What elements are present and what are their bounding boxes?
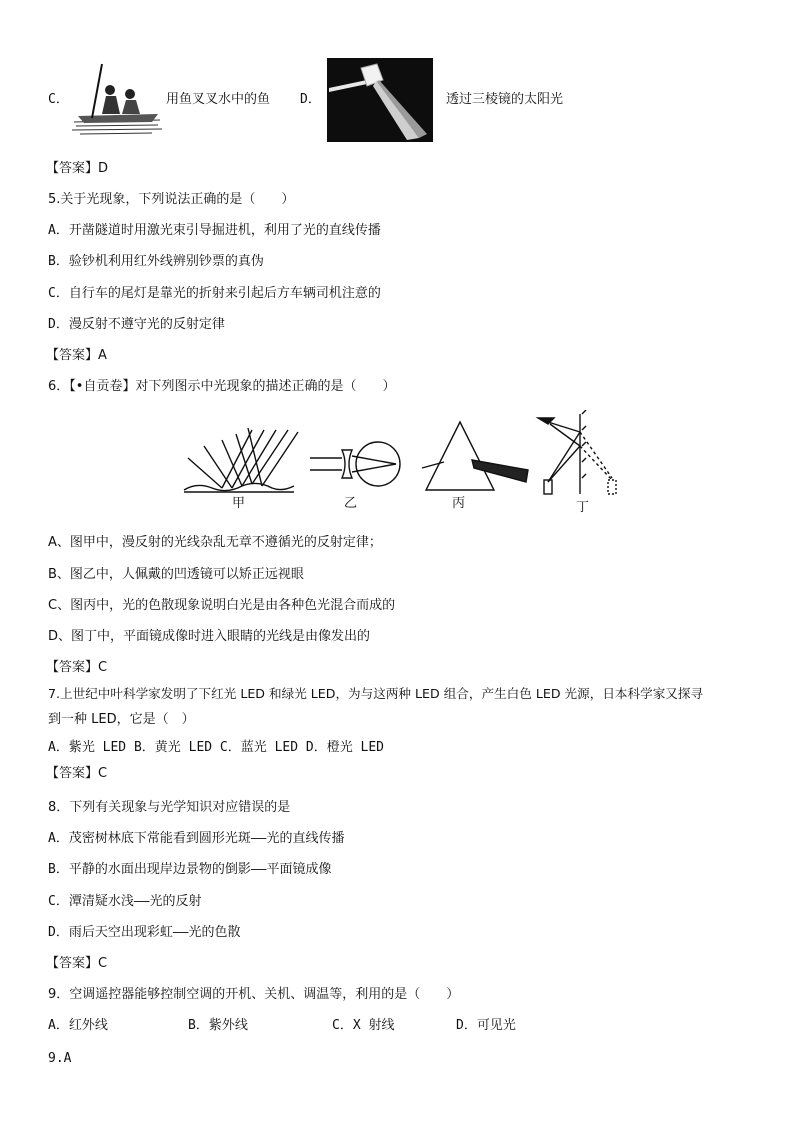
q8-answer: 【答案】C (46, 956, 108, 971)
q5-answer: 【答案】A (46, 348, 107, 363)
q4-option-d-label: D． (300, 92, 321, 107)
q6-option-c: C、图丙中，光的色散现象说明白光是由各种色光混合而成的 (48, 598, 396, 613)
q4-option-d-text: 透过三棱镜的太阳光 (446, 92, 564, 107)
q6-option-b: B、图乙中，人佩戴的凹透镜可以矫正远视眼 (48, 567, 304, 582)
q5-option-a: A．开凿隧道时用激光束引导掘进机，利用了光的直线传播 (48, 223, 381, 238)
q9-option-a: A．红外线 (48, 1018, 108, 1033)
q7-answer: 【答案】C (46, 766, 108, 781)
q6-option-d: D、图丁中，平面镜成像时进入眼睛的光线是由像发出的 (48, 629, 371, 644)
q8-option-c: C．潭清疑水浅——光的反射 (48, 894, 202, 909)
q7-stem-line2: 到一种 LED，它是（ ） (48, 712, 195, 727)
q5-option-c: C．自行车的尾灯是靠光的折射来引起后方车辆司机注意的 (48, 286, 381, 301)
q8-option-a: A．茂密树林底下常能看到圆形光斑——光的直线传播 (48, 831, 345, 846)
q5-option-d: D．漫反射不遵守光的反射定律 (48, 317, 225, 332)
q9-option-c: C．X 射线 (332, 1018, 395, 1033)
fig-ding-plane-mirror (538, 410, 616, 494)
fig-bing-prism-dispersion (422, 422, 528, 490)
fig-label-bing: 丙 (452, 496, 466, 511)
fishing-spear-image (72, 62, 164, 140)
q9-option-b: B．紫外线 (188, 1018, 248, 1033)
q8-option-d: D．雨后天空出现彩虹——光的色散 (48, 925, 241, 940)
q4-option-c-label: C． (48, 92, 69, 107)
fig-jia-diffuse-reflection (184, 428, 298, 492)
q5-option-b: B．验钞机利用红外线辨别钞票的真伪 (48, 254, 264, 269)
q9-answer: 9.A (48, 1051, 72, 1066)
q8-stem: 8．下列有关现象与光学知识对应错误的是 (48, 800, 291, 815)
q8-option-b: B．平静的水面出现岸边景物的倒影——平面镜成像 (48, 862, 332, 877)
fig-label-jia: 甲 (232, 496, 246, 511)
q6-option-a: A、图甲中，漫反射的光线杂乱无章不遵循光的反射定律； (48, 535, 382, 550)
q5-stem: 5.关于光现象，下列说法正确的是（ ） (48, 192, 295, 207)
prism-sunlight-image (327, 58, 433, 142)
q9-option-d: D．可见光 (456, 1018, 516, 1033)
fig-yi-concave-lens-eye (310, 442, 400, 486)
q7-options: A．紫光 LED B．黄光 LED C．蓝光 LED D．橙光 LED (48, 740, 385, 755)
fig-label-yi: 乙 (344, 496, 358, 511)
q7-stem-line1: 7.上世纪中叶科学家发明了下红光 LED 和绿光 LED，为与这两种 LED 组合，产生白色 LED 光源，日本科学家又探寻 (48, 686, 704, 701)
q9-stem: 9．空调遥控器能够控制空调的开机、关机、调温等，利用的是（ ） (48, 987, 460, 1002)
q4-answer: 【答案】D (46, 161, 109, 176)
q6-stem: 6．【•自贡卷】对下列图示中光现象的描述正确的是（ ） (48, 379, 396, 394)
q6-figure (182, 410, 632, 520)
q6-answer: 【答案】C (46, 660, 108, 675)
q4-option-c-text: 用鱼叉叉水中的鱼 (166, 92, 271, 107)
fig-label-ding: 丁 (576, 500, 590, 515)
